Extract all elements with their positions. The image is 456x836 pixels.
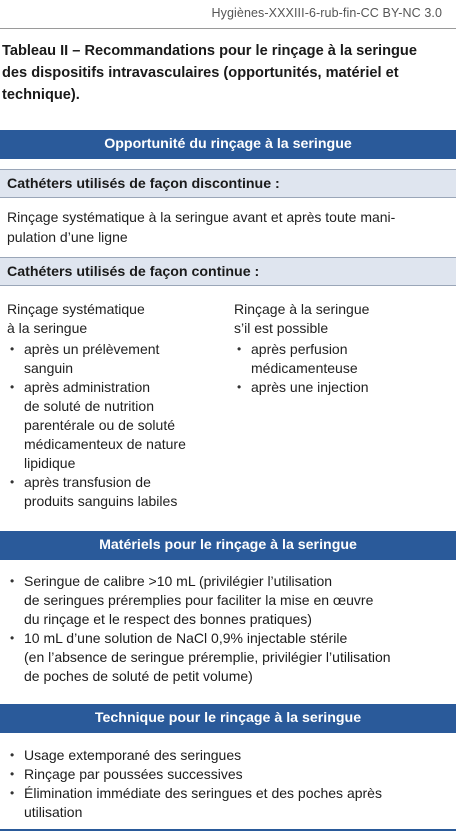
item-line: de poches de soluté de petit volume) xyxy=(24,668,253,684)
bullet-list xyxy=(234,340,449,397)
list-item xyxy=(7,572,449,629)
bullet-icon: • xyxy=(10,574,15,588)
subheader-discontinu: Cathéters utilisés de façon discontinue : xyxy=(0,169,456,198)
list-item xyxy=(7,378,229,473)
caption-line: Tableau II – Recommandations pour le rinçage à la seringue xyxy=(2,43,417,59)
item-line: médicamenteux de nature xyxy=(24,436,186,452)
column-title xyxy=(7,300,229,338)
item-line: après un prélèvement xyxy=(24,341,160,357)
caption-line: des dispositifs intravasculaires (opportunités, matériel et xyxy=(2,65,399,81)
item-line: lipidique xyxy=(24,455,76,471)
list-item xyxy=(7,629,449,686)
bullet-icon: • xyxy=(10,767,15,781)
bullet-icon: • xyxy=(10,631,15,645)
item-line: de seringues préremplies pour faciliter la mise en œuvre xyxy=(24,592,374,608)
list-item xyxy=(7,784,449,822)
list-item xyxy=(234,378,449,397)
license-line: Hygiènes-XXXIII-6-rub-fin-CC BY-NC 3.0 xyxy=(211,6,442,20)
item-line: (en l’absence de seringue préremplie, privilégier l’utilisation xyxy=(24,649,391,665)
item-line: après perfusion xyxy=(251,341,348,357)
bullet-icon: • xyxy=(10,475,15,489)
list-item xyxy=(234,340,449,378)
item-line: utilisation xyxy=(24,804,83,820)
item-line: produits sanguins labiles xyxy=(24,493,178,509)
table-caption xyxy=(2,40,450,106)
column-title-line: Rinçage systématique xyxy=(7,301,145,317)
bottom-rule xyxy=(0,829,456,831)
caption-line: technique). xyxy=(2,87,80,103)
bullet-icon: • xyxy=(10,380,15,394)
text-line: Rinçage systématique à la seringue avant et après toute mani- xyxy=(7,209,396,225)
list-item xyxy=(7,765,449,784)
item-line: Usage extemporané des seringues xyxy=(24,747,242,763)
item-line: après une injection xyxy=(251,379,369,395)
item-line: Élimination immédiate des seringues et des poches après xyxy=(24,785,382,801)
item-line: Rinçage par poussées successives xyxy=(24,766,243,782)
section-header-opportunite: Opportunité du rinçage à la seringue xyxy=(0,130,456,159)
materiels-list xyxy=(7,572,449,686)
item-line: médicamenteuse xyxy=(251,360,358,376)
list-item xyxy=(7,340,229,378)
item-line: sanguin xyxy=(24,360,74,376)
text-line: pulation d’une ligne xyxy=(7,229,128,245)
bullet-icon: • xyxy=(237,342,242,356)
column-title-line: Rinçage à la seringue xyxy=(234,301,370,317)
item-line: Seringue de calibre >10 mL (privilégier l’utilisation xyxy=(24,573,333,589)
column-title-line: s’il est possible xyxy=(234,320,329,336)
item-line: après administration xyxy=(24,379,151,395)
item-line: du rinçage et le respect des bonnes pratiques) xyxy=(24,611,312,627)
column-systematique xyxy=(7,300,229,511)
column-title xyxy=(234,300,449,338)
item-line: 10 mL d’une solution de NaCl 0,9% injectable stérile xyxy=(24,630,348,646)
bullet-icon: • xyxy=(10,786,15,800)
list-item xyxy=(7,746,449,765)
column-si-possible xyxy=(234,300,449,397)
subheader-continu: Cathéters utilisés de façon continue : xyxy=(0,257,456,286)
section-header-materiels: Matériels pour le rinçage à la seringue xyxy=(0,531,456,560)
running-header xyxy=(0,0,456,29)
technique-list xyxy=(7,746,449,822)
bullet-icon: • xyxy=(10,342,15,356)
column-title-line: à la seringue xyxy=(7,320,88,336)
bullet-icon: • xyxy=(10,748,15,762)
discontinu-text xyxy=(7,207,447,247)
item-line: parentérale ou de soluté xyxy=(24,417,175,433)
list-item xyxy=(7,473,229,511)
section-header-technique: Technique pour le rinçage à la seringue xyxy=(0,704,456,733)
item-line: après transfusion de xyxy=(24,474,151,490)
bullet-icon: • xyxy=(237,380,242,394)
item-line: de soluté de nutrition xyxy=(24,398,154,414)
bullet-list xyxy=(7,340,229,511)
